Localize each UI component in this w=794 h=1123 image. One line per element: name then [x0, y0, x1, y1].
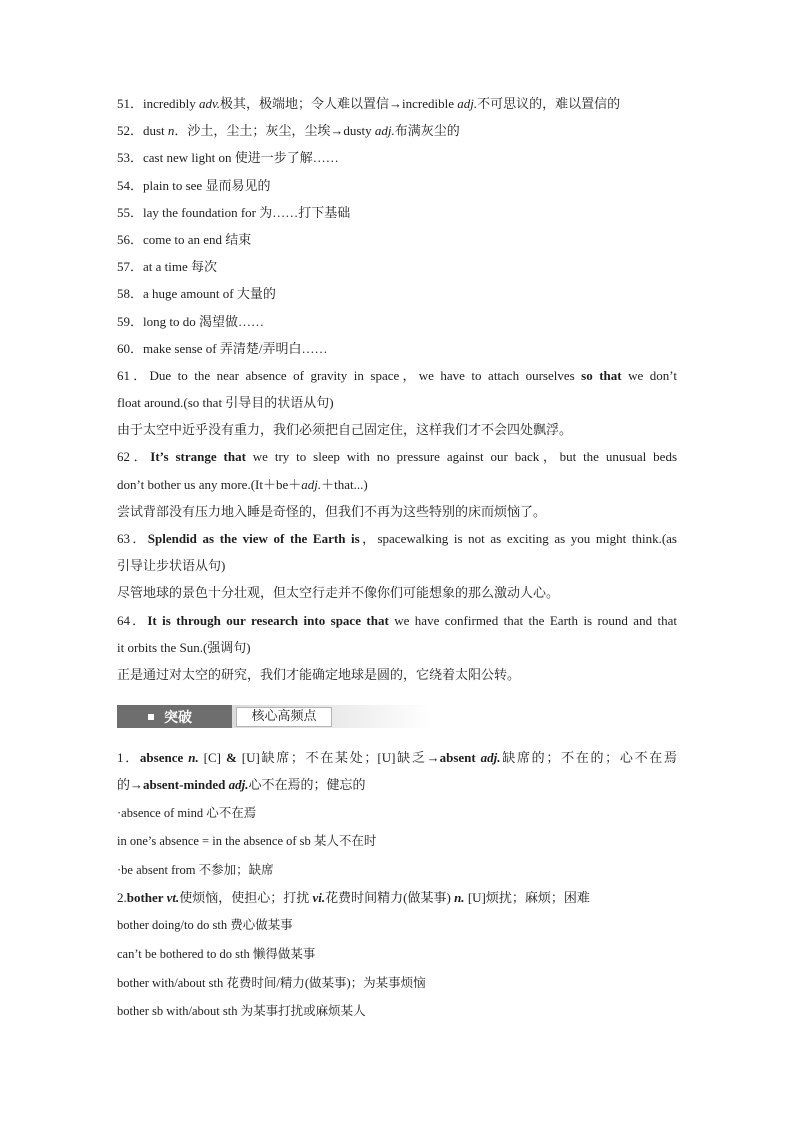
- core-point: [117, 744, 677, 884]
- text-run: 63．: [117, 531, 148, 546]
- text-run: we have confirmed that the Earth is round and that: [388, 612, 677, 628]
- text-run: 使烦恼，使担心；打扰: [179, 890, 313, 906]
- text-run: we try to sleep with no pressure against our back，but the unusual beds: [245, 449, 677, 465]
- part-of-speech-label: adj.: [301, 476, 322, 492]
- document-body: [117, 90, 677, 1026]
- text-run: don’t bother us any more.(It＋be＋: [117, 476, 302, 492]
- part-of-speech-label: adv.: [198, 96, 221, 111]
- usage-phrase: ·absence of mind 心不在焉: [117, 805, 257, 820]
- usage-phrase: bother sb with/about sth 为某事打扰或麻烦某人: [117, 1004, 366, 1019]
- definition-line: [117, 771, 677, 798]
- key-sentences-list: [117, 362, 677, 688]
- chinese-translation: 正是通过对太空的研究，我们才能确定地球是圆的，它绕着太阳公转。: [117, 666, 521, 682]
- key-sentence: [117, 443, 677, 525]
- text-run: 引导让步状语从句): [117, 558, 226, 574]
- text-run: 不可思议的，难以置信的: [477, 96, 621, 111]
- text-run: it orbits the Sun.(强调句): [117, 639, 251, 655]
- text-run: 布满灰尘的: [394, 123, 460, 139]
- text-run: 55．lay the foundation for 为……打下基础: [117, 204, 351, 220]
- vocabulary-item: [117, 172, 677, 199]
- part-of-speech-label: n: [167, 123, 175, 139]
- definition-line: [117, 744, 677, 771]
- part-of-speech-label: adj.: [228, 777, 249, 793]
- chinese-translation: 由于太空中近乎没有重力，我们必须把自己固定住，这样我们才不会四处飘浮。: [117, 422, 573, 438]
- english-sentence-line: [117, 525, 677, 552]
- key-sentence: [117, 525, 677, 607]
- chinese-translation: 尽管地球的景色十分壮观，但太空行走并不像你们可能想象的那么激动人心。: [117, 585, 560, 601]
- text-run: ，spacewalking is not as exciting as you might think.(as: [359, 531, 677, 546]
- usage-phrase: in one’s absence = in the absence of sb 某人不在时: [117, 834, 377, 849]
- text-run: 54．plain to see 显而易见的: [117, 177, 271, 193]
- text-run: 52．dust: [117, 123, 168, 139]
- text-run: 59．long to do 渴望做……: [117, 313, 264, 329]
- text-run: 62．: [117, 449, 151, 465]
- text-run: 53．cast new light on 使进一步了解……: [117, 150, 339, 166]
- text-run: 极其，极端地；令人难以置信→incredible: [220, 96, 458, 111]
- text-run: 57．at a time 每次: [117, 259, 218, 275]
- emphasized-phrase: absence: [139, 750, 189, 766]
- vocabulary-item: [117, 199, 677, 226]
- part-of-speech-label: adj.: [457, 96, 478, 111]
- text-run: [C]: [198, 750, 226, 766]
- banner-label: 突破: [164, 709, 192, 726]
- text-run: [U]缺席；不在某处；[U]缺乏: [236, 750, 427, 766]
- text-run: float around.(so that 引导目的状语从句): [117, 395, 334, 411]
- vocabulary-list: [117, 90, 677, 362]
- part-of-speech-label: vt.: [166, 890, 180, 906]
- text-run: we don’t: [621, 367, 677, 383]
- key-sentence: [117, 362, 677, 444]
- text-run: 花费时间精力(做某事): [325, 890, 455, 906]
- usage-phrase: ·be absent from 不参加；缺席: [117, 862, 274, 877]
- emphasized-phrase: &: [225, 750, 237, 766]
- banner-title: 核心高频点: [236, 707, 332, 727]
- part-of-speech-label: adj.: [480, 750, 501, 766]
- text-run: [U]烦扰；麻烦；困难: [464, 890, 590, 906]
- text-run: 56．come to an end 结束: [117, 231, 252, 247]
- emphasized-phrase: bother: [126, 890, 167, 906]
- vocabulary-item: [117, 90, 677, 117]
- key-sentence: [117, 607, 677, 689]
- vocabulary-item: [117, 308, 677, 335]
- text-run: 51．incredibly: [117, 96, 199, 111]
- text-run: 61．Due to the near absence of gravity in space，we have to attach ourselves: [117, 367, 582, 383]
- english-sentence-line: [117, 471, 677, 498]
- text-run: ＋that...): [321, 476, 368, 492]
- usage-phrase: bother with/about sth 花费时间/精力(做某事)；为某事烦恼: [117, 975, 426, 990]
- english-sentence-line: [117, 552, 677, 579]
- english-sentence-line: [117, 607, 677, 634]
- part-of-speech-label: n.: [454, 890, 465, 906]
- emphasized-phrase: It’s strange that: [150, 449, 246, 465]
- part-of-speech-label: n.: [188, 750, 199, 766]
- core-point: [117, 884, 677, 1026]
- usage-phrase: can’t be bothered to do sth 懒得做某事: [117, 947, 316, 962]
- text-run: 64．: [117, 612, 148, 628]
- section-banner: [117, 705, 432, 728]
- text-run: 心不在焉的；健忘的: [248, 777, 366, 793]
- vocabulary-item: [117, 253, 677, 280]
- banner-tag: [117, 705, 232, 728]
- vocabulary-item: [117, 280, 677, 307]
- vocabulary-item: [117, 226, 677, 253]
- square-bullet-icon: [148, 714, 154, 720]
- emphasized-phrase: →absent-minded: [130, 777, 229, 793]
- definition-line: [117, 884, 677, 911]
- english-sentence-line: [117, 443, 677, 470]
- english-sentence-line: [117, 634, 677, 661]
- text-run: 1．: [117, 750, 140, 766]
- vocabulary-item: [117, 144, 677, 171]
- emphasized-phrase: so that: [581, 367, 622, 383]
- emphasized-phrase: →absent: [426, 750, 481, 766]
- text-run: ．沙土，尘土；灰尘，尘埃→dusty: [174, 123, 375, 139]
- english-sentence-line: [117, 362, 677, 389]
- emphasized-phrase: Splendid as the view of the Earth is: [147, 531, 360, 546]
- text-run: 60．make sense of 弄清楚/弄明白……: [117, 340, 328, 356]
- chinese-translation: 尝试背部没有压力地入睡是奇怪的，但我们不再为这些特别的床而烦恼了。: [117, 503, 547, 519]
- text-run: 的: [117, 777, 131, 793]
- part-of-speech-label: vi.: [312, 890, 326, 906]
- vocabulary-item: [117, 117, 677, 144]
- part-of-speech-label: adj.: [374, 123, 395, 139]
- text-run: 2.: [117, 890, 127, 906]
- text-run: 缺席的；不在的；心不在焉: [500, 750, 677, 766]
- english-sentence-line: [117, 389, 677, 416]
- emphasized-phrase: It is through our research into space that: [147, 612, 389, 628]
- usage-phrase: bother doing/to do sth 费心做某事: [117, 918, 293, 933]
- text-run: 58．a huge amount of 大量的: [117, 286, 276, 302]
- core-points-list: [117, 744, 677, 1026]
- vocabulary-item: [117, 335, 677, 362]
